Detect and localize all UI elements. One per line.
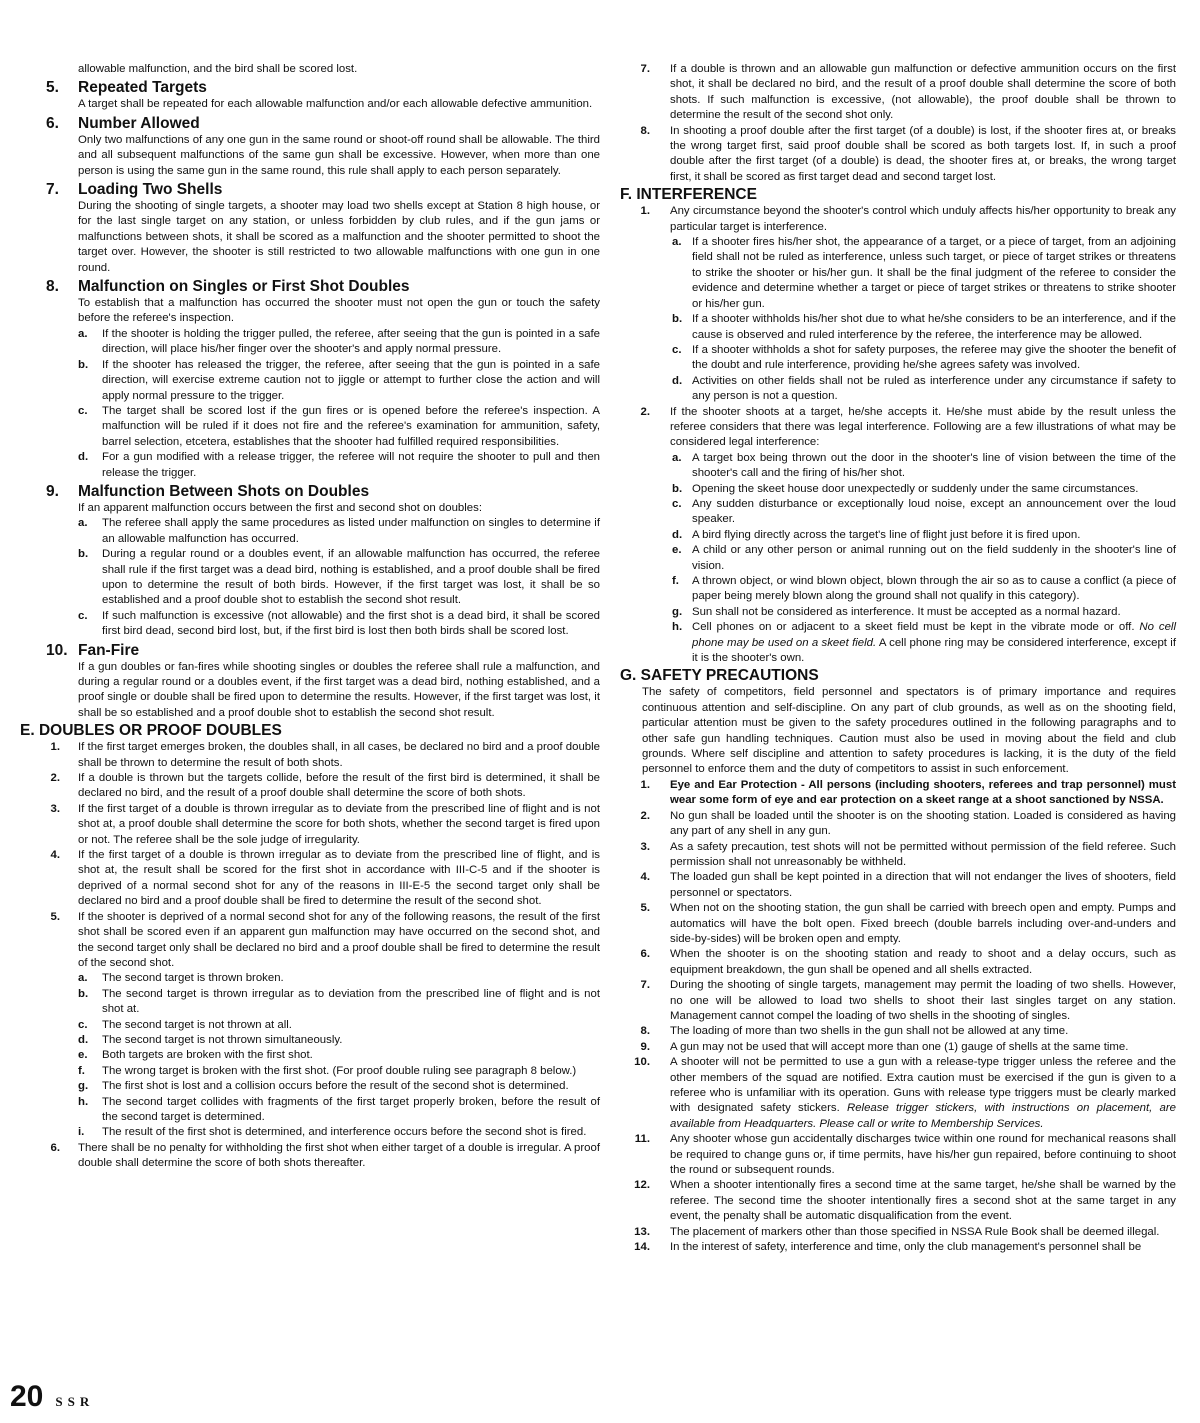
rule-subitem: d. Activities on other fields shall not be ruled as interference under any circumstance if safety to any person is not a question. (672, 374, 1176, 403)
rule-subitem: d. A bird flying directly across the target's line of flight just before it is fired upon. (672, 528, 1081, 541)
rule-text: The safety of competitors, field personnel and spectators is of primary importance and requires continuous attention and self-discipline. On any part of club grounds, as well as on the shooting field, particular attention must be given to the safety procedures outlined in the following paragraphs and to other safe gun handling techniques. Caution must also be used in moving about the field and club grounds. Where self discipline and attention to safety procedures is lacking, it is the duty of the field personnel to enforce them and the duty of competitors to assist in such enforcement. (642, 686, 1176, 776)
rule-subitem: c. Any sudden disturbance or exceptionally loud noise, except an announcement over the loud speaker. (672, 497, 1176, 526)
rule-subitem: e. Both targets are broken with the first shot. (78, 1049, 313, 1062)
rule-item: 2. If a double is thrown but the targets collide, before the result of the first bird is determined, it shall be declared no bird, and the result of a proof double shall determine the score of both shots. (50, 772, 600, 800)
rule-subitem: b. Opening the skeet house door unexpectedly or suddenly under the same circumstances. (672, 482, 1139, 495)
rule-subitem: a. If a shooter fires his/her shot, the appearance of a target, or a piece of target, from an adjoining field shall not be ruled as interference, unless such target, or piece of target strikes or threatens to strike the shooter or his/her gun. It shall be the final judgment of the referee to consider the evidence and determine whether a target or piece of target strikes or threatens to strike shooter or his/her gun. (672, 236, 1176, 310)
rule-item: 1. Any circumstance beyond the shooter's control which unduly affects his/her opportunity to break any particular target is interference. (640, 205, 1176, 233)
rule-text: A target shall be repeated for each allowable malfunction and/or each allowable defective ammunition. (78, 98, 593, 111)
rule-text: During the shooting of single targets, a shooter may load two shells except at Station 8 high house, or for the last single target on any station, or unless forbidden by club rules, and if the gun jams or malfunctions between shots, it shall be scored as a malfunction and the shooter permitted to shoot the target over. However, the shooter is still restricted to two allowable malfunctions with one gun in one round. (78, 200, 600, 274)
rule-subitem: a. A target box being thrown out the door in the shooter's line of vision between the time of the shooter's call and the firing of his/her shot. (672, 451, 1176, 480)
rule-subitem: h. The second target collides with fragments of the first target properly broken, before the result of the second target is determined. (78, 1095, 600, 1123)
rule-item: 13. The placement of markers other than those specified in NSSA Rule Book shall be deemed illegal. (634, 1225, 1160, 1238)
rule-subitem: c. If a shooter withholds a shot for safety purposes, the referee may give the shooter the benefit of the doubt and rule interference, providing he/she agrees safety was involved. (672, 343, 1176, 372)
chapter-heading-doubles: E. DOUBLES OR PROOF DOUBLES (20, 722, 282, 740)
rule-subitem: d. The second target is not thrown simultaneously. (78, 1033, 343, 1046)
rule-subitem: a. The second target is thrown broken. (78, 972, 284, 985)
section-heading-loading-two-shells: 7. Loading Two Shells (46, 181, 223, 199)
left-column (20, 62, 600, 1172)
rule-subitem: a. If the shooter is holding the trigger pulled, the referee, after seeing that the gun is pointed in a safe direction, will place his/her finger over the shooter's and apply normal pressure. (78, 327, 600, 356)
rule-item: 5. If the shooter is deprived of a normal second shot for any of the following reasons, the result of the first shot shall be scored even if an apparent gun malfunction may have occurred on the second shot, and the second target only shall be declared no bird and a proof double shall be fired to determine the result of the second shot. (50, 910, 600, 969)
rule-item: 4. The loaded gun shall be kept pointed in a direction that will not endanger the lives of shooters, field personnel or spectators. (640, 871, 1176, 899)
rule-item: 3. If the first target of a double is thrown irregular as to deviate from the prescribed line of flight and is not shot at, a proof double shall determine the score for both shots, whether the second target is fired upon or not. The referee shall be the sole judge of irregularity. (50, 802, 600, 846)
rule-item: 14. In the interest of safety, interference and time, only the club management's personnel shall be (634, 1241, 1142, 1254)
right-column (620, 62, 1176, 1255)
rule-item: 12. When a shooter intentionally fires a second time at the same target, he/she shall be warned by the referee. The second time the shooter intentionally fires a second shot at the same target in any event, the penalty shall be automatic disqualification from the event. (634, 1179, 1176, 1223)
rule-item-eye-ear-protection: 1. Eye and Ear Protection - All persons (including shooters, referees and trap personnel) must wear some form of eye and ear protection on a skeet range at a shoot sanctioned by NSSA. (640, 778, 1176, 807)
section-heading-fan-fire: 10. Fan-Fire (46, 641, 140, 659)
rule-subitem: c. The target shall be scored lost if the gun fires or is opened before the referee's inspection. A malfunction will be ruled if it does not fire and the referee's examination for ammunition, safety, barrel selection, etcetera, establishes that the shooter had fulfilled required responsibilities. (78, 404, 600, 448)
rule-item: 5. When not on the shooting station, the gun shall be carried with breech open and empty. Pumps and automatics will have the bolt open. Fixed breech (double barrels including over-and-unders and side-by-sides) will be broken open and empty. (640, 902, 1176, 945)
rule-subitem: b. If the shooter has released the trigger, the referee, after seeing that the gun is pointed in a safe direction, will exercise extreme caution not to jiggle or attempt to further close the action and will apply normal pressure to the trigger. (78, 358, 600, 402)
rule-subitem: b. During a regular round or a doubles event, if an allowable malfunction has occurred, the referee shall rule if the first target was a dead bird, nothing is established, and a proof double shall be fired upon to determine the result of both birds. However, if the first target was lost, it shall be so established and a proof double shot to establish the second shot result. (78, 548, 600, 607)
section-heading-number-allowed: 6. Number Allowed (46, 114, 200, 132)
rule-item: 11. Any shooter whose gun accidentally discharges twice within one round for mechanical reasons shall be required to change guns or, if time permits, have his/her gun repaired, before continuing to shoot the round or subsequent rounds. (634, 1133, 1176, 1177)
rule-text: Only two malfunctions of any one gun in the same round or shoot-off round shall be allowable. The third and all subsequent malfunctions of the same gun shall be excessive. However, when more than one person is using the same gun in the same round, this rule shall apply to each person separately. (78, 133, 600, 177)
rule-item: 3. As a safety precaution, test shots will not be permitted without permission of the field referee. Such permission shall not unreasonably be withheld. (640, 840, 1176, 868)
rule-item: 2. If the shooter shoots at a target, he/she accepts it. He/she must abide by the result unless the referee considers that there was legal interference. Following are a few illustrations of what may be considered legal interference: (640, 405, 1176, 449)
rule-text: If an apparent malfunction occurs between the first and second shot on doubles: (78, 501, 482, 514)
rule-item: 6. There shall be no penalty for withholding the first shot when either target of a double is irregular. A proof double shall determine the score of both shots thereafter. (50, 1141, 600, 1170)
rule-text: To establish that a malfunction has occurred the shooter must not open the gun or touch the safety before the referee's inspection. (78, 297, 600, 325)
rule-item: 6. When the shooter is on the shooting station and ready to shoot and a delay occurs, such as equipment breakdown, the gun shall be opened and all shells extracted. (640, 948, 1176, 976)
page-number: 20 (10, 1380, 44, 1413)
chapter-heading-safety: G. SAFETY PRECAUTIONS (620, 667, 819, 685)
rule-item: 4. If the first target of a double is thrown irregular as to deviate from the prescribed line of flight, and is shot at, the result shall be scored for the first shot in accordance with III-C-5 and if the shooter is deprived of a normal second shot for any of the reasons in III-E-5 the second target only shall be declared no bird and a proof double shall be fired to determine the result of the second shot. (50, 849, 600, 908)
rule-subitem: e. A child or any other person or animal running out on the field suddenly in the shooter's line of vision. (672, 544, 1176, 572)
rule-item-release-trigger: 10. A shooter will not be permitted to use a gun with a release-type trigger unless the referee and the other members of the squad are notified. Extra caution must be exercised if the gun is given to a referee who is unfamiliar with its operation. Guns with release type triggers must be clearly marked with designated safety stickers. Release trigger stickers, with instructions on placement, are available from Headquarters. Please call or write to Membership Services. (634, 1056, 1176, 1130)
page-footer (10, 1380, 94, 1414)
section-heading-malfunction-singles: 8. Malfunction on Singles or First Shot Doubles (46, 278, 410, 296)
rule-subitem: d. For a gun modified with a release trigger, the referee will not require the shooter to pull and then release the trigger. (78, 451, 600, 479)
rule-subitem: g. The first shot is lost and a collision occurs before the result of the second shot is determined. (78, 1080, 569, 1093)
section-heading-repeated-targets: 5. Repeated Targets (46, 79, 207, 97)
rule-text: allowable malfunction, and the bird shall be scored lost. (78, 63, 358, 75)
rule-item: 2. No gun shall be loaded until the shooter is on the shooting station. Loaded is considered as having any part of any shell in any gun. (640, 809, 1176, 838)
publication-label: SSR (55, 1394, 95, 1409)
rule-item: 8. The loading of more than two shells in the gun shall not be allowed at any time. (640, 1025, 1069, 1038)
rule-subitem: f. A thrown object, or wind blown object, blown through the air so as to cause a conflict (a piece of paper being merely blown along the ground shall not qualify in this category). (672, 575, 1176, 603)
rule-subitem: b. If a shooter withholds his/her shot due to what he/she considers to be an interference, and if the cause is observed and ruled interference by the referee, the interference may be allowed. (672, 313, 1176, 341)
rule-item: 1. If the first target emerges broken, the doubles shall, in all cases, be declared no bird and a proof double shall be thrown to determine the result of both shots. (50, 741, 600, 769)
rule-subitem: a. The referee shall apply the same procedures as listed under malfunction on singles to determine if an allowable malfunction has occurred. (78, 517, 600, 545)
rule-item: 7. If a double is thrown and an allowable gun malfunction or defective ammunition occurs on the first shot, it shall be declared no bird, and the result of a proof double shall determine the score of both shots. If such malfunction is excessive, (not allowable), the proof double shall be thrown to determine the result of the second shot only. (640, 63, 1176, 122)
rule-subitem-cell-phones: h. Cell phones on or adjacent to a skeet field must be kept in the vibrate mode or off. No cell phone may be used on a skeet field. A cell phone ring may be considered interference, except if it is the shooter's own. (672, 621, 1176, 665)
rule-item: 9. A gun may not be used that will accept more than one (1) gauge of shells at the same time. (640, 1040, 1129, 1053)
section-heading-malfunction-doubles: 9. Malfunction Between Shots on Doubles (46, 482, 370, 500)
rule-subitem: b. The second target is thrown irregular as to deviation from the prescribed line of flight and is not shot at. (78, 987, 600, 1016)
rule-subitem: c. The second target is not thrown at all. (78, 1018, 292, 1031)
rule-item: 7. During the shooting of single targets, management may permit the loading of two shells. However, no one will be allowed to load two shells to shoot their last singles target on any station. Management cannot compel the loading of two shells in the shooting of singles. (640, 979, 1176, 1022)
chapter-heading-interference: F. INTERFERENCE (620, 186, 757, 204)
rule-item: 8. In shooting a proof double after the first target (of a double) is lost, if the shooter fires at, or breaks the wrong target first, said proof double shall be scored as both targets lost. If, in such a proof double after the first target (of a double) is dead, the shooter fires at, or breaks, the wrong target first, it shall be scored as first target dead and second target lost. (640, 124, 1176, 183)
rule-text: If a gun doubles or fan-fires while shooting singles or doubles the referee shall rule a malfunction, and during a regular round or a doubles event, if the first target was a dead bird, nothing established, and a proof single or double shall be fired upon to determine the results. However, if the first target was lost, it shall be so established and a proof double shot to establish the second shot result. (78, 660, 600, 719)
rule-subitem: g. Sun shall not be considered as interference. It must be accepted as a normal hazard. (672, 605, 1121, 618)
rule-subitem: c. If such malfunction is excessive (not allowable) and the first shot is a dead bird, it shall be scored first bird dead, second bird lost, but, if the first bird is lost then both birds shall be scored lost. (78, 609, 600, 638)
rule-subitem: i. The result of the first shot is determined, and interference occurs before the second shot is fired. (78, 1126, 587, 1139)
rule-subitem: f. The wrong target is broken with the first shot. (For proof double ruling see paragraph 8 below.) (78, 1064, 577, 1077)
